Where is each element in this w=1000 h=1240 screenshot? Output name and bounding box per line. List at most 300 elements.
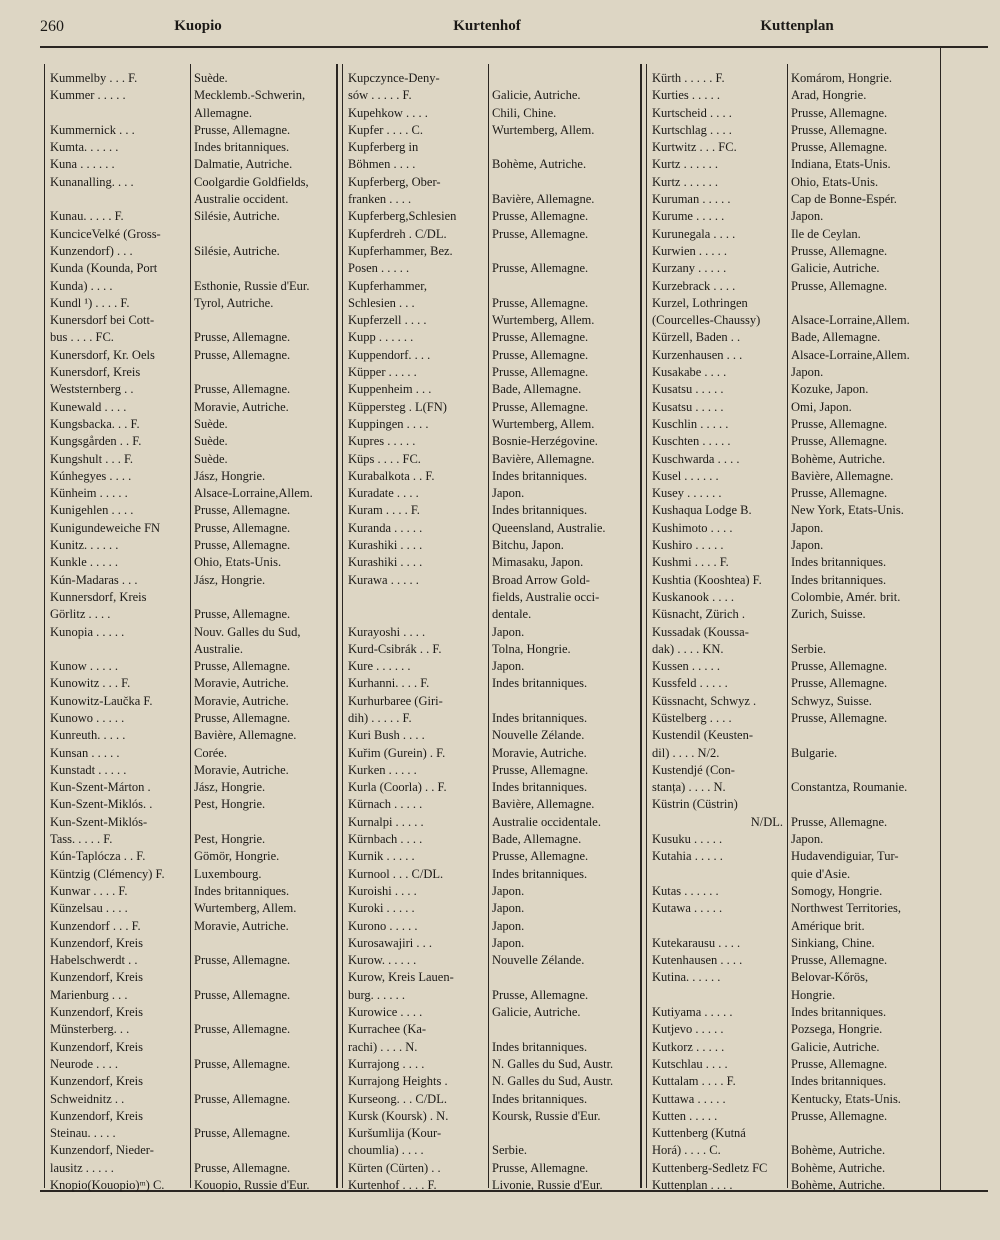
entry-location <box>190 1142 336 1159</box>
entry-name: Kuppingen . . . . <box>348 416 429 431</box>
entry-row <box>342 1056 640 1073</box>
entry-location: Colombie, Amér. brit. <box>791 589 901 604</box>
entry-name: Künheim . . . . . <box>50 486 128 501</box>
entry-location: Prusse, Allemagne. <box>194 122 291 137</box>
entry-location: Amérique brit. <box>791 918 865 933</box>
entry-row <box>44 520 336 537</box>
entry-location: Bade, Allemagne. <box>492 832 582 847</box>
entry-name: Kurow, Kreis Lauen- <box>348 970 454 985</box>
entry-name: Küstelberg . . . . <box>652 710 732 725</box>
entry-location <box>190 364 336 381</box>
entry-location: Prusse, Allemagne. <box>194 953 291 968</box>
entry-name: Kurken . . . . . <box>348 762 417 777</box>
entry-name: Kurnool . . . C/DL. <box>348 866 444 881</box>
entry-location: Bavière, Allemagne. <box>492 192 595 207</box>
column-rule <box>640 64 642 1188</box>
entry-location: Queensland, Australie. <box>492 520 606 535</box>
entry-name: Kunigehlen . . . . <box>50 503 134 518</box>
entry-location: Australie. <box>194 641 243 656</box>
entry-location: Bulgarie. <box>791 745 838 760</box>
entry-row <box>646 1142 940 1159</box>
entry-row <box>646 139 940 156</box>
entry-name: Kupferhammer, Bez. <box>348 243 453 258</box>
entry-location: Luxembourg. <box>194 866 262 881</box>
entry-location: Moravie, Autriche. <box>194 676 289 691</box>
entry-location: Esthonie, Russie d'Eur. <box>194 278 310 293</box>
entry-name: Kurnalpi . . . . . <box>348 814 424 829</box>
entry-location <box>190 1039 336 1056</box>
entry-location <box>190 226 336 243</box>
entry-row <box>646 191 940 208</box>
entry-row <box>342 485 640 502</box>
entry-row <box>646 451 940 468</box>
entry-row <box>44 1091 336 1108</box>
entry-name: Kustendil (Keusten- <box>652 728 754 743</box>
entry-name: Kunzendorf, Kreis <box>50 935 144 950</box>
entry-row <box>44 208 336 225</box>
entry-row <box>44 451 336 468</box>
entry-row <box>342 883 640 900</box>
entry-row <box>44 226 336 243</box>
entry-name: Kuršumlija (Kour- <box>348 1126 442 1141</box>
entry-name: Kutten . . . . . <box>652 1108 718 1123</box>
entry-location: Prusse, Allemagne. <box>194 1160 291 1175</box>
entry-location <box>488 139 640 156</box>
entry-location: Bavière, Allemagne. <box>194 728 297 743</box>
entry-name: Kupferberg in <box>348 140 419 155</box>
entry-row <box>44 174 336 191</box>
entry-name: Kutina. . . . . . <box>652 970 721 985</box>
entry-row <box>342 1177 640 1194</box>
entry-row <box>646 520 940 537</box>
entry-location: Prusse, Allemagne. <box>194 710 291 725</box>
entry-location: Indes britanniques. <box>492 780 588 795</box>
entry-location: Moravie, Autriche. <box>492 745 587 760</box>
entry-row <box>44 900 336 917</box>
entry-location: Bohème, Autriche. <box>791 1160 886 1175</box>
entry-name: Kurtz . . . . . . <box>652 174 718 189</box>
entry-name: Neurode . . . . <box>50 1056 119 1071</box>
gazetteer-panel <box>646 70 940 1194</box>
entry-row <box>646 848 940 865</box>
entry-location: Prusse, Allemagne. <box>492 295 589 310</box>
entry-location <box>488 693 640 710</box>
entry-name: Kurrajong . . . . <box>348 1056 425 1071</box>
entry-name: Kutahia . . . . . <box>652 849 723 864</box>
entry-location: Prusse, Allemagne. <box>194 1056 291 1071</box>
entry-row <box>342 1125 640 1142</box>
entry-location: Australie occidentale. <box>492 814 601 829</box>
entry-name: Schlesien . . . <box>348 295 415 310</box>
entry-name: Kummernick . . . <box>50 122 135 137</box>
entry-row <box>342 969 640 986</box>
entry-row <box>646 710 940 727</box>
entry-row <box>44 416 336 433</box>
entry-row <box>44 364 336 381</box>
entry-name: Kunitz. . . . . . <box>50 538 119 553</box>
entry-location: Indes britanniques. <box>492 1091 588 1106</box>
entry-row <box>44 987 336 1004</box>
entry-row <box>44 1108 336 1125</box>
entry-name: sów . . . . . F. <box>348 88 412 103</box>
entry-name: Kurnik . . . . . <box>348 849 415 864</box>
entry-location: Prusse, Allemagne. <box>791 1108 888 1123</box>
entry-name: Kusatsu . . . . . <box>652 382 724 397</box>
entry-location: Jász, Hongrie. <box>194 780 266 795</box>
entry-name: Kuroki . . . . . <box>348 901 415 916</box>
entry-name: Kuroishi . . . . <box>348 883 417 898</box>
entry-location: Prusse, Allemagne. <box>791 416 888 431</box>
entry-row <box>646 260 940 277</box>
entry-location: Mimasaku, Japon. <box>492 555 584 570</box>
entry-location: Moravie, Autriche. <box>194 693 289 708</box>
entry-row <box>342 105 640 122</box>
entry-name: dil) . . . . N/2. <box>652 745 720 760</box>
entry-location: Japon. <box>492 935 525 950</box>
entry-name: Habelschwerdt . . <box>50 953 138 968</box>
entry-row <box>646 278 940 295</box>
entry-row <box>646 156 940 173</box>
entry-location: Alsace-Lorraine,Allem. <box>791 313 910 328</box>
entry-name: Kúnhegyes . . . . <box>50 468 132 483</box>
entry-row <box>646 918 940 935</box>
entry-row <box>342 1004 640 1021</box>
entry-row <box>44 87 336 104</box>
entry-name: Kuradate . . . . <box>348 486 419 501</box>
entry-name: Kunowo . . . . . <box>50 710 125 725</box>
entry-name: Kun-Szent-Miklós- <box>50 814 148 829</box>
entry-row <box>44 710 336 727</box>
entry-location: Japon. <box>791 538 824 553</box>
entry-location: Japon. <box>492 659 525 674</box>
entry-name: Kustendjé (Con- <box>652 762 735 777</box>
entry-name <box>342 589 488 606</box>
entry-row <box>646 641 940 658</box>
entry-location: Nouvelle Zélande. <box>492 728 585 743</box>
page-number: 260 <box>40 18 64 35</box>
entry-name: Kupehkow . . . . <box>348 105 428 120</box>
entry-name: Kuri Bush . . . . <box>348 728 425 743</box>
entry-name: Kunsan . . . . . <box>50 745 120 760</box>
entry-row <box>44 883 336 900</box>
entry-row <box>646 468 940 485</box>
entry-location: Japon. <box>492 918 525 933</box>
column-rule <box>336 64 338 1188</box>
entry-location <box>787 796 940 813</box>
entry-name: dih) . . . . . F. <box>348 710 412 725</box>
entry-name: Kussadak (Koussa- <box>652 624 749 639</box>
entry-name: Kunowitz . . . F. <box>50 676 131 691</box>
entry-name: Kussen . . . . . <box>652 659 721 674</box>
entry-row <box>646 208 940 225</box>
entry-row <box>646 174 940 191</box>
entry-name: Kurowice . . . . <box>348 1005 423 1020</box>
entry-location: Belovar-Kőrös, <box>791 970 869 985</box>
entry-name <box>646 866 787 883</box>
entry-name: Münsterberg. . . <box>50 1022 130 1037</box>
entry-row <box>44 502 336 519</box>
gazetteer-panel <box>44 70 336 1194</box>
entry-row <box>44 537 336 554</box>
entry-name: Kushmi . . . . F. <box>652 555 729 570</box>
entry-name: Kungsgården . . F. <box>50 434 142 449</box>
entry-name: Kürnbach . . . . <box>348 832 423 847</box>
entry-name: Kuruman . . . . . <box>652 192 731 207</box>
entry-row <box>44 381 336 398</box>
entry-row <box>646 1125 940 1142</box>
entry-location: Indes britanniques. <box>194 883 290 898</box>
entry-location: Allemagne. <box>194 105 252 120</box>
entry-location: Japon. <box>791 832 824 847</box>
entry-name: Kurawa . . . . . <box>348 572 419 587</box>
entry-row <box>646 779 940 796</box>
entry-location: Pest, Hongrie. <box>194 797 266 812</box>
entry-row <box>646 347 940 364</box>
entry-name: Kürzell, Baden . . <box>652 330 741 345</box>
entry-name: Küstrin (Cüstrin) <box>652 797 738 812</box>
entry-name: Kupferzell . . . . <box>348 313 427 328</box>
entry-name: Kupczynce-Deny- <box>348 71 440 85</box>
entry-name: Kurashiki . . . . <box>348 538 423 553</box>
entry-row <box>646 554 940 571</box>
entry-location <box>787 624 940 641</box>
entry-location: Suède. <box>194 451 228 466</box>
entry-name: choumlia) . . . . <box>348 1143 424 1158</box>
gazetteer-panel <box>342 70 640 1194</box>
entry-row <box>342 935 640 952</box>
entry-row <box>646 537 940 554</box>
entry-location: Galicie, Autriche. <box>791 1039 880 1054</box>
entry-name: Kunzendorf . . . F. <box>50 918 141 933</box>
entry-name: Kun-Szent-Márton . <box>50 780 151 795</box>
entry-location: Northwest Territories, <box>791 901 901 916</box>
entry-row <box>342 1142 640 1159</box>
entry-name: Kunstadt . . . . . <box>50 762 127 777</box>
entry-location: Koursk, Russie d'Eur. <box>492 1108 601 1123</box>
entry-name: Kurseong. . . C/DL. <box>348 1091 447 1106</box>
entry-row <box>646 987 940 1004</box>
entry-name: Kutkorz . . . . . <box>652 1039 725 1054</box>
entry-name: Kurume . . . . . <box>652 209 725 224</box>
entry-name: Posen . . . . . <box>348 261 410 276</box>
entry-row <box>342 1160 640 1177</box>
entry-row <box>44 1056 336 1073</box>
entry-row <box>646 87 940 104</box>
entry-location: Alsace-Lorraine,Allem. <box>194 486 313 501</box>
entry-location: Livonie, Russie d'Eur. <box>492 1178 603 1192</box>
entry-location <box>787 1125 940 1142</box>
entry-row <box>646 1160 940 1177</box>
entry-name: Kutschlau . . . . <box>652 1056 728 1071</box>
entry-location: Japon. <box>791 209 824 224</box>
entry-row <box>342 1021 640 1038</box>
entry-location: Indes britanniques. <box>492 866 588 881</box>
entry-location: Bosnie-Herzégovine. <box>492 434 598 449</box>
entry-row <box>646 122 940 139</box>
entry-name: Kuppendorf. . . . <box>348 347 431 362</box>
entry-location: Japon. <box>791 365 824 380</box>
entry-location: Japon. <box>492 624 525 639</box>
entry-location <box>787 295 940 312</box>
entry-name: Kunow . . . . . <box>50 659 119 674</box>
entry-row <box>44 814 336 831</box>
entry-name: Kurwien . . . . . <box>652 243 727 258</box>
entry-location: Serbie. <box>791 641 827 656</box>
entry-name: franken . . . . <box>348 192 412 207</box>
entry-row <box>342 451 640 468</box>
entry-name: Kunzendorf, Kreis <box>50 970 144 985</box>
entry-location: Bohème, Autriche. <box>791 451 886 466</box>
entry-location: Prusse, Allemagne. <box>492 987 589 1002</box>
entry-row <box>342 502 640 519</box>
entry-location: Bavière, Allemagne. <box>492 451 595 466</box>
entry-name <box>44 191 190 208</box>
entry-name <box>44 105 190 122</box>
entry-location: Prusse, Allemagne. <box>194 659 291 674</box>
entry-location: Silésie, Autriche. <box>194 243 280 258</box>
entry-row <box>646 105 940 122</box>
entry-name: Kunzendorf, Kreis <box>50 1005 144 1020</box>
entry-row <box>44 935 336 952</box>
entry-row <box>342 710 640 727</box>
entry-row <box>646 485 940 502</box>
entry-row <box>646 329 940 346</box>
entry-name: Kunau. . . . . F. <box>50 209 124 224</box>
entry-name: Kurunegala . . . . <box>652 226 736 241</box>
entry-name: Kurrajong Heights . <box>348 1074 448 1089</box>
entry-row <box>342 918 640 935</box>
entry-name: Kurties . . . . . <box>652 88 721 103</box>
entry-location: Tyrol, Autriche. <box>194 295 274 310</box>
entry-name: Küpper . . . . . <box>348 365 417 380</box>
entry-name: Küppersteg . L(FN) <box>348 399 447 414</box>
entry-row <box>342 433 640 450</box>
entry-name: Kutenhausen . . . . <box>652 953 743 968</box>
entry-location: Constantza, Roumanie. <box>791 780 908 795</box>
entry-location: Prusse, Allemagne. <box>492 261 589 276</box>
entry-name: Kupferberg, Ober- <box>348 174 441 189</box>
entry-name: Kuttenberg-Sedletz FC <box>652 1160 768 1175</box>
entry-name: Küssnacht, Schwyz . <box>652 693 757 708</box>
entry-name: Kussfeld . . . . . <box>652 676 728 691</box>
entry-row <box>44 312 336 329</box>
entry-row <box>342 693 640 710</box>
entry-row <box>646 502 940 519</box>
entry-location: Prusse, Allemagne. <box>194 382 291 397</box>
entry-row <box>646 866 940 883</box>
entry-location <box>488 969 640 986</box>
entry-row <box>646 416 940 433</box>
entry-name: Kunnersdorf, Kreis <box>50 589 147 604</box>
entry-row <box>342 174 640 191</box>
entry-row <box>646 1039 940 1056</box>
entry-name: Kurtenhof . . . . F. <box>348 1178 437 1192</box>
entry-row <box>44 1021 336 1038</box>
entry-name: Kurd-Csibrák . . F. <box>348 641 442 656</box>
entry-row <box>342 554 640 571</box>
entry-location <box>190 260 336 277</box>
entry-location: Hudavendiguiar, Tur- <box>791 849 899 864</box>
entry-location: Bitchu, Japon. <box>492 538 564 553</box>
entry-location: Prusse, Allemagne. <box>194 503 291 518</box>
entry-row <box>44 260 336 277</box>
entry-location: Jász, Hongrie. <box>194 468 266 483</box>
entry-name: Kurtz . . . . . . <box>652 157 718 172</box>
entry-row <box>342 416 640 433</box>
entry-location: Prusse, Allemagne. <box>791 278 888 293</box>
entry-name: Kutas . . . . . . <box>652 883 719 898</box>
entry-row <box>646 243 940 260</box>
entry-location: Indes britanniques. <box>791 1005 887 1020</box>
entry-location: Indes britanniques. <box>492 503 588 518</box>
entry-location: Prusse, Allemagne. <box>791 676 888 691</box>
entry-name: Kurtwitz . . . FC. <box>652 140 737 155</box>
entry-location <box>488 243 640 260</box>
entry-row <box>646 658 940 675</box>
entry-location: Indes britanniques. <box>791 1074 887 1089</box>
entry-name: Kushtia (Kooshtea) F. <box>652 572 762 587</box>
entry-location: Bade, Allemagne. <box>492 382 582 397</box>
entry-location <box>190 1004 336 1021</box>
entry-location <box>488 174 640 191</box>
entry-location: Prusse, Allemagne. <box>791 105 888 120</box>
entry-row <box>342 191 640 208</box>
entry-name: Kuranda . . . . . <box>348 520 423 535</box>
entry-name: Kuschten . . . . . <box>652 434 731 449</box>
header-left-word: Kuopio <box>174 18 222 34</box>
entry-row <box>44 295 336 312</box>
entry-name: Kürth . . . . . F. <box>652 71 725 85</box>
entry-name: Kurzenhausen . . . <box>652 347 743 362</box>
entry-name: Kummelby . . . F. <box>50 71 138 85</box>
entry-location: quie d'Asie. <box>791 866 851 881</box>
entry-location: Arad, Hongrie. <box>791 88 867 103</box>
entry-row <box>44 1004 336 1021</box>
entry-name: burg. . . . . . <box>348 987 406 1002</box>
entry-name: Kuppenheim . . . <box>348 382 432 397</box>
entry-location: Wurtemberg, Allem. <box>492 416 595 431</box>
entry-name: Kusuku . . . . . <box>652 832 723 847</box>
entry-location: Indes britanniques. <box>492 468 588 483</box>
entry-row <box>646 226 940 243</box>
entry-row <box>342 520 640 537</box>
entry-row <box>342 226 640 243</box>
entry-name: Tass. . . . . F. <box>50 832 113 847</box>
entry-location: Omi, Japon. <box>791 399 852 414</box>
entry-row <box>342 624 640 641</box>
entry-row <box>44 952 336 969</box>
entry-row <box>44 70 336 87</box>
entry-name: Kusakabe . . . . <box>652 365 727 380</box>
entry-location: Komárom, Hongrie. <box>791 71 893 85</box>
entry-name: Kupp . . . . . . <box>348 330 414 345</box>
header-right-word: Kuttenplan <box>760 18 834 34</box>
entry-name: Kupferhammer, <box>348 278 427 293</box>
entry-name: Kusel . . . . . . <box>652 468 719 483</box>
entry-name: Kuttenplan . . . . <box>652 1178 733 1192</box>
entry-name: Kurla (Coorla) . . F. <box>348 780 447 795</box>
entry-row <box>342 347 640 364</box>
entry-row <box>342 537 640 554</box>
entry-row <box>44 156 336 173</box>
entry-row <box>342 1091 640 1108</box>
entry-location: Moravie, Autriche. <box>194 918 289 933</box>
entry-name: Kurosawajiri . . . <box>348 935 433 950</box>
entry-location: Suède. <box>194 434 228 449</box>
entry-row <box>646 796 940 813</box>
entry-row <box>44 243 336 260</box>
entry-row <box>342 675 640 692</box>
